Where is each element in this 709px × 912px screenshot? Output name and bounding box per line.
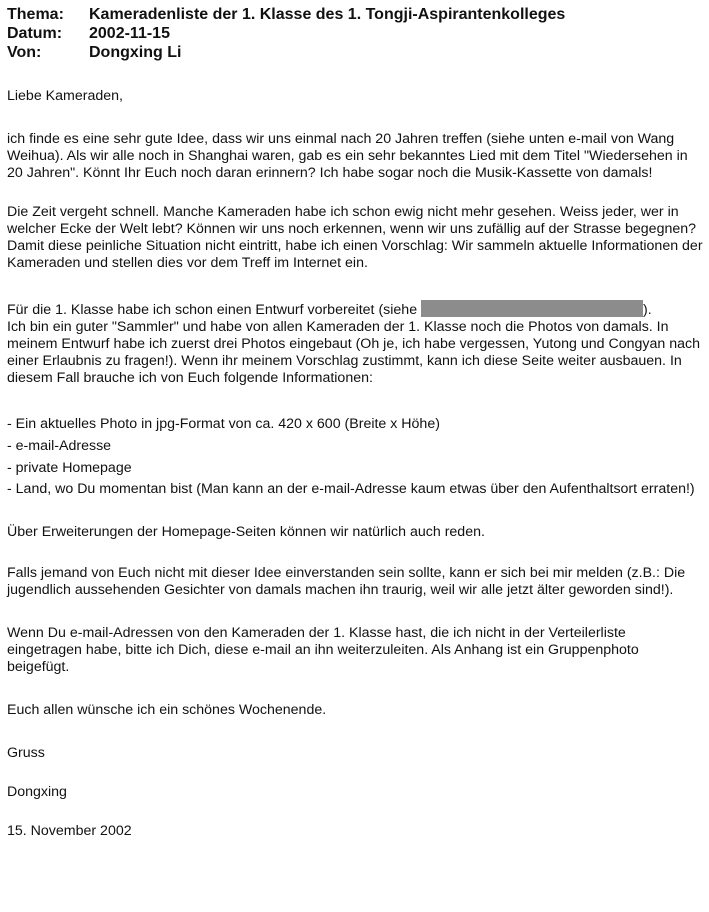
subject-value: Kameradenliste der 1. Klasse des 1. Tongji-Aspirantenkolleges bbox=[89, 6, 566, 23]
redacted-link bbox=[421, 300, 643, 317]
paragraph-3-rest: Ich bin ein guter "Sammler" und habe von allen Kameraden der 1. Klasse noch die Photos von damals. In meinem Entwurf habe ich zuerst drei Photos eingebaut (Oh je, ich habe vergessen, Yutong und Congyan nach einer Erlaubnis zu fragen!). Wenn ihr meinem Vorschlag zustimmt, kann ich diese Seite weiter ausbauen. In diesem Fall brauche ich von Euch folgende Informationen: bbox=[7, 319, 700, 386]
subject-label: Thema: bbox=[7, 6, 64, 23]
sign-date: 15. November 2002 bbox=[7, 823, 132, 839]
list-item-homepage: - private Homepage bbox=[7, 460, 132, 476]
paragraph-1: ich finde es eine sehr gute Idee, dass wir uns einmal nach 20 Jahren treffen (siehe unten e-mail von Wang Weihua). Als wir alle noch in Shanghai waren, gab es ein sehr bekanntes Lied mit dem Titel "Wiedersehen in 20 Jahren". Könnt Ihr Euch noch daran erinnern? Ich habe sogar noch die Musik-Kassette von damals! bbox=[7, 131, 688, 181]
date-row bbox=[7, 24, 703, 43]
date-value: 2002-11-15 bbox=[89, 25, 170, 42]
paragraph-3 bbox=[7, 300, 703, 387]
paragraph-4: Über Erweiterungen der Homepage-Seiten können wir natürlich auch reden. bbox=[7, 524, 485, 540]
email-body bbox=[7, 62, 703, 840]
from-label: Von: bbox=[7, 44, 42, 61]
paragraph-2: Die Zeit vergeht schnell. Manche Kameraden habe ich schon ewig nicht mehr gesehen. Weiss jeder, wer in welcher Ecke der Welt lebt? Können wir uns noch erkennen, wenn wir uns zufällig auf der Strasse begegnen? Damit diese peinliche Situation nicht eintritt, habe ich einen Vorschlag: Wir sammeln aktuelle Informationen der Kameraden und stellen dies vor dem Treff im Internet ein. bbox=[7, 204, 703, 271]
from-row bbox=[7, 43, 703, 62]
paragraph-6: Wenn Du e-mail-Adressen von den Kameraden der 1. Klasse hast, die ich nicht in der Verteilerliste eingetragen habe, bitte ich Dich, diese e-mail an ihn weiterzuleiten. Als Anhang ist ein Gruppenphoto beigefügt. bbox=[7, 625, 639, 675]
paragraph-5: Falls jemand von Euch nicht mit dieser Idee einverstanden sein sollte, kann er sich bei mir melden (z.B.: Die jugendlich aussehenden Gesichter von damals machen ihn traurig, weil wir alle jetzt älter geworden sind!). bbox=[7, 565, 686, 598]
list-item-email: - e-mail-Adresse bbox=[7, 438, 112, 454]
email-header bbox=[7, 5, 703, 62]
date-label: Datum: bbox=[7, 25, 63, 42]
email-document bbox=[7, 5, 703, 840]
paragraph-7: Euch allen wünsche ich ein schönes Wochenende. bbox=[7, 702, 327, 718]
list-item-photo: - Ein aktuelles Photo in jpg-Format von ca. 420 x 600 (Breite x Höhe) bbox=[7, 416, 440, 432]
closing: Gruss bbox=[7, 745, 45, 761]
from-value: Dongxing Li bbox=[89, 44, 182, 61]
signature: Dongxing bbox=[7, 784, 67, 800]
greeting: Liebe Kameraden, bbox=[7, 88, 123, 104]
subject-row bbox=[7, 5, 703, 24]
paragraph-3-lead: Für die 1. Klasse habe ich schon einen Entwurf vorbereitet (siehe bbox=[7, 302, 418, 318]
list-item-country: - Land, wo Du momentan bist (Man kann an der e-mail-Adresse kaum etwas über den Aufenthaltsort erraten!) bbox=[7, 481, 695, 497]
paragraph-3-close: ). bbox=[643, 302, 652, 318]
